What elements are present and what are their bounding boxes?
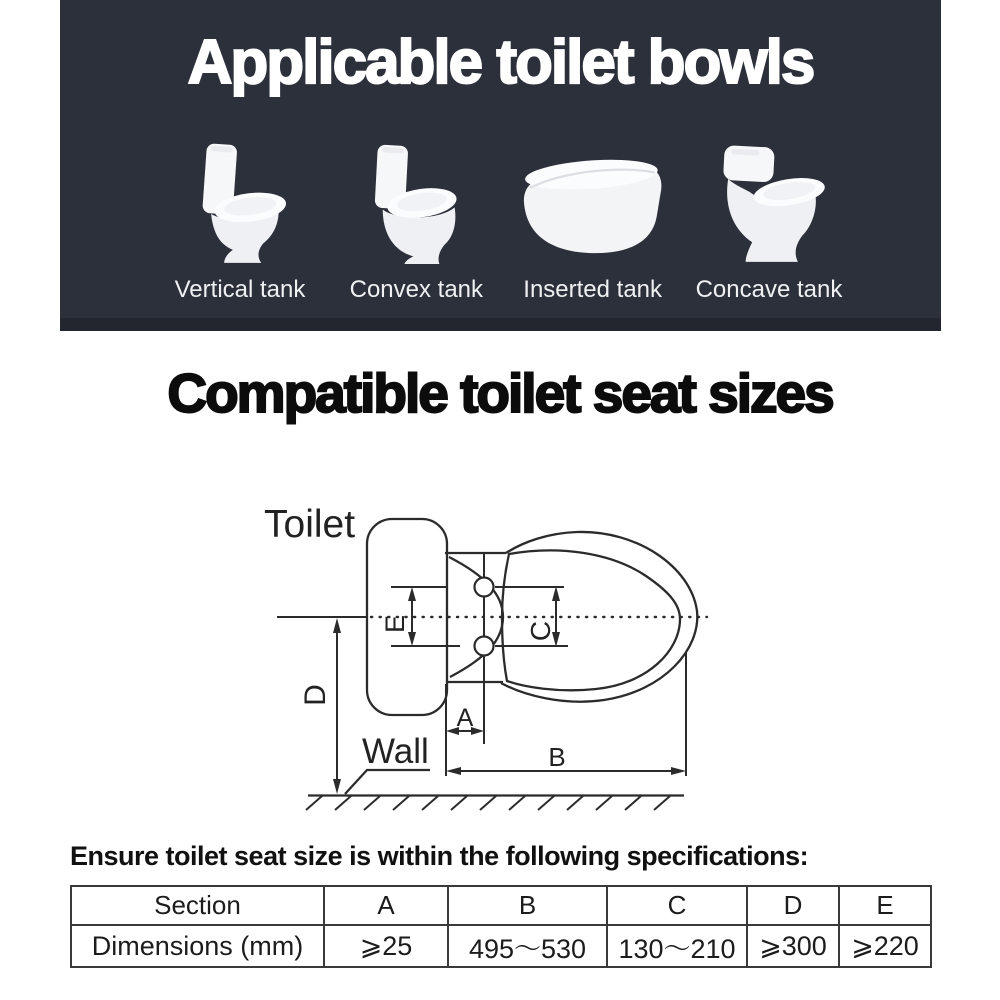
- header-title: Applicable toilet bowls: [187, 28, 814, 97]
- section-title: Compatible toilet seat sizes: [167, 362, 833, 424]
- toilet-concave-tank-icon: [686, 142, 851, 264]
- toilet-types-row: [60, 142, 941, 304]
- header-panel: [60, 0, 941, 331]
- cell-dimensions-label: Dimensions (mm): [71, 925, 324, 967]
- col-header-c: C: [607, 886, 747, 925]
- toilet-label: Inserted tank: [523, 276, 663, 303]
- dim-label-e: E: [380, 614, 410, 634]
- bolt-hole: [475, 578, 494, 597]
- cell-dim-c: 130～210: [607, 925, 747, 967]
- cell-dim-e: ⩾220: [839, 925, 931, 967]
- toilet-inserted-tank-icon: [510, 142, 675, 264]
- toilet-label: Vertical tank: [174, 276, 306, 303]
- dim-label-c: C: [525, 620, 556, 642]
- toilet-vertical-tank-icon: [158, 142, 323, 264]
- spec-note: Ensure toilet seat size is within the following specifications:: [70, 841, 809, 871]
- diagram-wall-label: Wall: [362, 732, 429, 771]
- col-header-e: E: [839, 886, 931, 925]
- bolt-hole: [475, 637, 494, 656]
- col-header-section: Section: [71, 886, 324, 925]
- diagram-toilet-label: Toilet: [264, 503, 356, 546]
- dim-label-d: D: [299, 684, 332, 706]
- cell-dim-b: 495～530: [448, 925, 607, 967]
- seat-dimension-diagram: [230, 470, 750, 830]
- spec-table-header-row: [71, 886, 931, 925]
- ground-hatching: [306, 796, 670, 810]
- toilet-figure-vertical-tank: [156, 142, 324, 304]
- cell-dim-a: ⩾25: [324, 925, 448, 967]
- dim-label-a: A: [456, 704, 474, 732]
- col-header-b: B: [448, 886, 607, 925]
- spec-table: [70, 885, 932, 968]
- toilet-convex-tank-icon: [334, 142, 499, 264]
- spec-table-data-row: [71, 925, 931, 967]
- col-header-a: A: [324, 886, 448, 925]
- toilet-figure-inserted-tank: [509, 142, 677, 304]
- toilet-label: Convex tank: [349, 276, 484, 303]
- toilet-label: Concave tank: [695, 276, 843, 303]
- col-header-d: D: [747, 886, 839, 925]
- toilet-figure-concave-tank: [685, 142, 853, 304]
- toilet-figure-convex-tank: [332, 142, 500, 304]
- dim-label-b: B: [548, 742, 566, 772]
- cell-dim-d: ⩾300: [747, 925, 839, 967]
